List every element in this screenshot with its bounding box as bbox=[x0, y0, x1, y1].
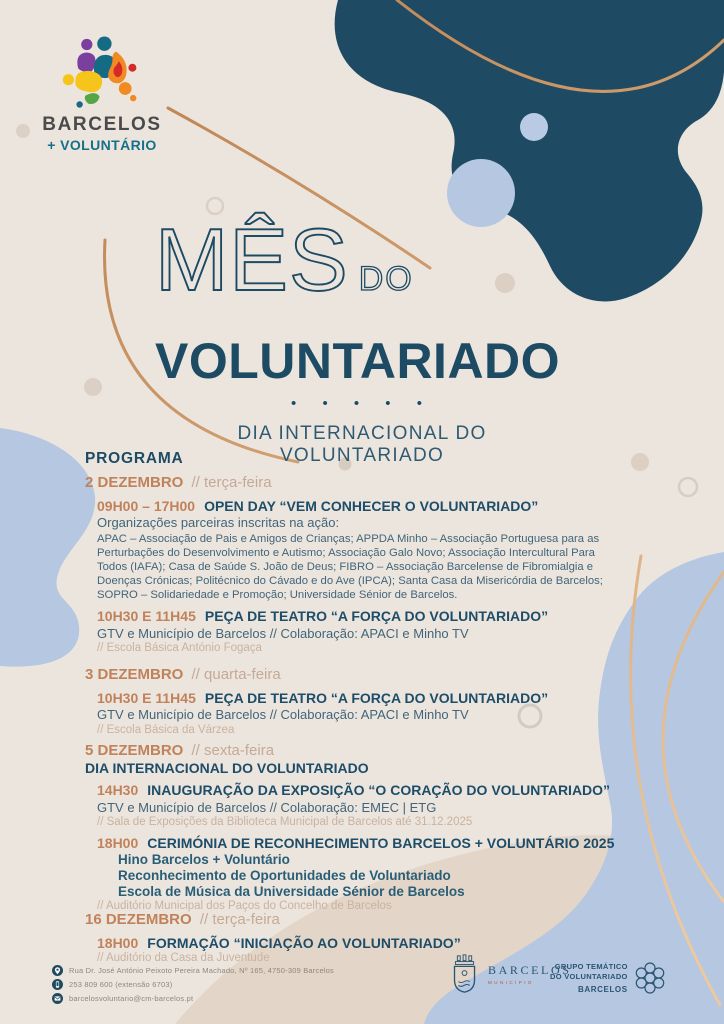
event bbox=[97, 690, 625, 737]
event-time: 10H30 E 11H45 bbox=[97, 689, 196, 706]
title-main: VOLUNTARIADO bbox=[155, 333, 561, 389]
day-date: 5 DEZEMBRO bbox=[85, 742, 184, 759]
contact-phone: 253 809 600 (extensão 6703) bbox=[69, 980, 173, 989]
event-subitem: Hino Barcelos + Voluntário bbox=[118, 851, 290, 867]
day-date: 3 DEZEMBRO bbox=[85, 666, 184, 683]
day-label: DIA INTERNACIONAL DO VOLUNTARIADO bbox=[85, 760, 369, 776]
group-line3: BARCELOS bbox=[578, 985, 628, 994]
event-location: // Escola Básica da Várzea bbox=[97, 723, 235, 736]
event-note: Organizações parceiras inscritas na ação: bbox=[97, 514, 340, 530]
group-line1: GRUPO TEMÁTICO bbox=[554, 962, 628, 971]
contact-email-row bbox=[52, 993, 334, 1004]
event-detail: GTV e Município de Barcelos // Colaboração: APACI e Minho TV bbox=[97, 625, 469, 641]
event bbox=[97, 835, 625, 913]
event-title: CERIMÓNIA DE RECONHECIMENTO BARCELOS + VOLUNTÁRIO 2025 bbox=[147, 834, 615, 851]
event-title: PEÇA DE TEATRO “A FORÇA DO VOLUNTARIADO” bbox=[204, 689, 549, 706]
title-subtitle: DIA INTERNACIONAL DO VOLUNTARIADO bbox=[237, 423, 487, 466]
event-location: // Sala de Exposições da Biblioteca Municipal de Barcelos até 31.12.2025 bbox=[97, 816, 473, 828]
brand-name: BARCELOS bbox=[42, 114, 162, 135]
contact-email: barcelosvoluntario@cm-barcelos.pt bbox=[69, 994, 194, 1003]
day-header bbox=[85, 911, 625, 929]
brand-tagline: + VOLUNTÁRIO bbox=[47, 137, 157, 153]
day-date: 16 DEZEMBRO bbox=[85, 911, 192, 928]
day-weekday: // quarta-feira bbox=[191, 666, 281, 683]
program-day-5-dez bbox=[85, 742, 625, 913]
day-weekday: // terça-feira bbox=[199, 911, 280, 928]
event-time: 18H00 bbox=[97, 834, 139, 851]
event-subitem: Reconhecimento de Oportunidades de Voluntariado bbox=[118, 867, 451, 883]
event-location: // Auditório da Casa da Juventude bbox=[97, 952, 270, 964]
event-time: 09H00 – 17H00 bbox=[97, 497, 196, 514]
event-location: // Escola Básica António Fogaça bbox=[97, 642, 262, 654]
location-pin-icon bbox=[52, 965, 63, 976]
email-icon bbox=[52, 993, 63, 1004]
title-dots: • • • • • bbox=[291, 395, 433, 412]
municipality-crest-icon bbox=[450, 953, 480, 995]
day-weekday: // terça-feira bbox=[191, 474, 272, 491]
group-line2: DO VOLUNTARIADO bbox=[550, 971, 628, 981]
contact-phone-row bbox=[52, 979, 334, 990]
phone-icon bbox=[52, 979, 63, 990]
day-date: 2 DEZEMBRO bbox=[85, 474, 184, 491]
municipality-name: BARCELOS bbox=[488, 963, 572, 977]
program-heading: PROGRAMA bbox=[85, 450, 184, 467]
event-time: 18H00 bbox=[97, 934, 139, 951]
contact-block bbox=[52, 962, 334, 1004]
event-detail: GTV e Município de Barcelos // Colaboração: APACI e Minho TV bbox=[97, 707, 469, 722]
event bbox=[97, 782, 625, 829]
day-header bbox=[85, 474, 625, 492]
contact-address: Rua Dr. José António Peixoto Pereira Machado, Nº 165, 4750-309 Barcelos bbox=[69, 966, 335, 975]
day-header bbox=[85, 666, 625, 684]
day-weekday: // sexta-feira bbox=[191, 742, 275, 759]
event-subitem: Escola de Música da Universidade Sénior de Barcelos bbox=[118, 883, 465, 899]
event-title: PEÇA DE TEATRO “A FORÇA DO VOLUNTARIADO” bbox=[204, 608, 549, 624]
event-title: INAUGURAÇÃO DA EXPOSIÇÃO “O CORAÇÃO DO VOLUNTARIADO” bbox=[147, 782, 611, 798]
event-detail: GTV e Município de Barcelos // Colaboração: EMEC | ETG bbox=[97, 799, 437, 815]
contact-address-row bbox=[52, 965, 334, 976]
municipality-sub: MUNICÍPIO bbox=[488, 980, 534, 985]
title-do: DO bbox=[358, 260, 414, 298]
event-title: FORMAÇÃO “INICIAÇÃO AO VOLUNTARIADO” bbox=[147, 934, 461, 951]
title-mes: MÊS bbox=[155, 210, 349, 309]
event-time: 14H30 bbox=[97, 782, 139, 798]
event-title: OPEN DAY “VEM CONHECER O VOLUNTARIADO” bbox=[204, 497, 539, 514]
group-logo bbox=[550, 957, 666, 999]
event-time: 10H30 E 11H45 bbox=[97, 608, 196, 624]
program-day-3-dez bbox=[85, 666, 625, 736]
event bbox=[97, 498, 625, 603]
day-header bbox=[85, 742, 625, 760]
event bbox=[97, 608, 625, 655]
program-day-2-dez bbox=[85, 474, 625, 655]
group-circles-icon bbox=[634, 957, 666, 999]
event-organizations: APAC – Associação de Pais e Amigos de Crianças; APPDA Minho – Associação Portuguesa para as Perturbações do Desenvolvimento e Autismo; Associação Galo Novo; Associação Intercultural Para Todos (IAFA); Casa de Saúde S. João de Deus; FIBRO – Associação Barcelense de Fibromialgia e Doenças Crónicas; Politécnico do Cávado e do Ave (IPCA); Santa Casa da Misericórdia de Barcelos; SOPRO – Solidariedade e Promoção; Universidade Sénior de Barcelos. bbox=[97, 533, 603, 601]
event-location: // Auditório Municipal dos Paços do Concelho de Barcelos bbox=[97, 900, 392, 912]
